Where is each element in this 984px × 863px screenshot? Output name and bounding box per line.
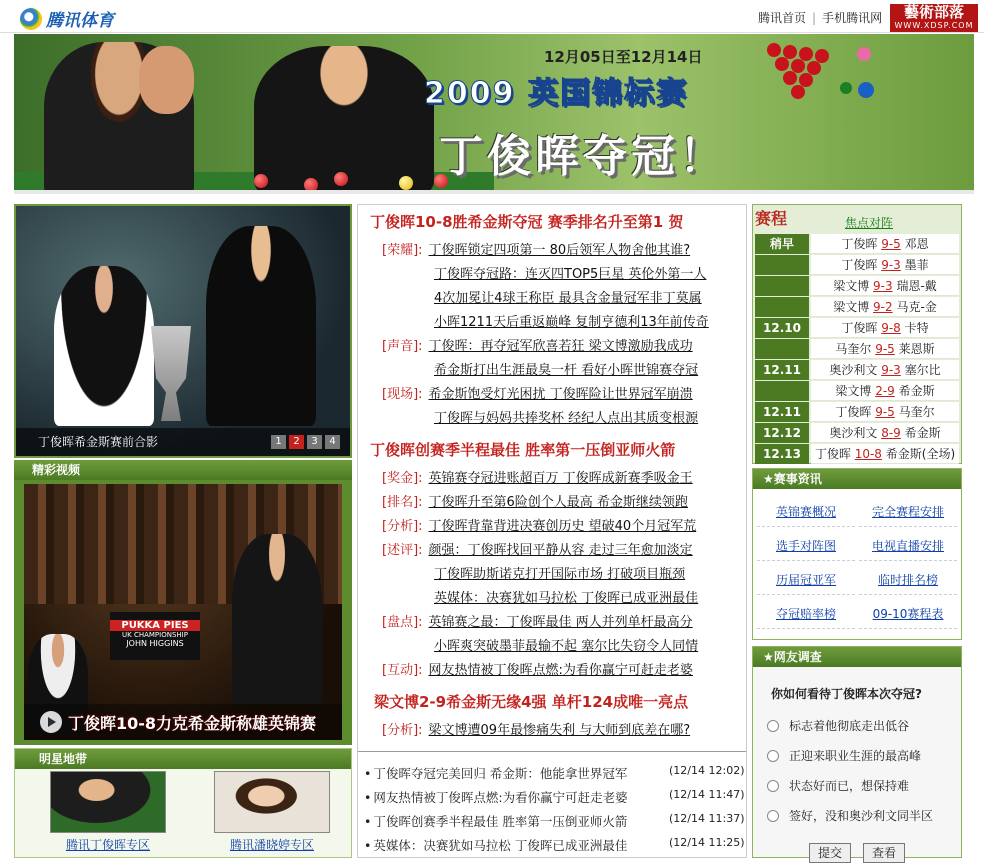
poll-option-label: 标志着他彻底走出低谷 bbox=[789, 719, 910, 733]
radio-icon[interactable] bbox=[767, 780, 779, 792]
player-2: 希金斯 bbox=[904, 426, 941, 440]
schedule-match[interactable] bbox=[811, 444, 959, 464]
latest-news-link[interactable]: 英媒体：决赛犹如马拉松 丁俊晖已成亚洲最佳 bbox=[373, 838, 628, 853]
championship-banner bbox=[14, 34, 974, 194]
video-panel bbox=[14, 460, 352, 745]
schedule-match[interactable] bbox=[811, 423, 959, 443]
latest-news-time: (12/14 11:37) bbox=[669, 812, 745, 825]
news-line bbox=[382, 387, 693, 403]
latest-news-time: (12/14 11:47) bbox=[669, 788, 745, 801]
top-links bbox=[758, 9, 882, 26]
player-2: 塞尔比 bbox=[904, 363, 941, 377]
logo-text: 腾讯体育 bbox=[46, 11, 114, 31]
news-line bbox=[382, 315, 709, 331]
news-line bbox=[382, 615, 693, 631]
poll-option[interactable] bbox=[767, 747, 921, 764]
match-score[interactable]: 9-8 bbox=[881, 321, 901, 335]
news-line bbox=[382, 723, 690, 739]
schedule-row bbox=[755, 444, 959, 464]
match-score[interactable]: 9-3 bbox=[873, 279, 893, 293]
news-line bbox=[382, 363, 698, 379]
player-2: 邓恩 bbox=[904, 237, 929, 251]
player-2: 马奎尔 bbox=[898, 405, 935, 419]
news-link[interactable]: 小晖爽突破墨菲最输不起 塞尔比失窃令人同情 bbox=[434, 639, 699, 654]
poll-option-label: 正迎来职业生涯的最高峰 bbox=[789, 749, 922, 763]
news-link[interactable]: 小晖1211天后重返巅峰 复制亨德利13年前传奇 bbox=[434, 315, 709, 330]
play-icon[interactable] bbox=[40, 711, 62, 733]
poll-question: 你如何看待丁俊晖本次夺冠? bbox=[771, 687, 922, 701]
schedule-date bbox=[755, 339, 809, 359]
schedule-match[interactable] bbox=[811, 339, 959, 359]
logo-icon bbox=[20, 8, 42, 30]
news-line bbox=[382, 567, 685, 583]
radio-icon[interactable] bbox=[767, 750, 779, 762]
schedule-header bbox=[753, 205, 961, 232]
schedule-match[interactable] bbox=[811, 381, 959, 401]
info-link-overview[interactable]: 英锦赛概况 bbox=[757, 497, 855, 527]
poll-submit-button[interactable]: 提交 bbox=[809, 843, 851, 863]
info-link-season-schedule[interactable]: 09-10赛程表 bbox=[859, 599, 957, 629]
banner-headline: 丁俊晖夺冠！ bbox=[439, 131, 727, 182]
match-score[interactable]: 10-8 bbox=[854, 447, 882, 461]
radio-icon[interactable] bbox=[767, 720, 779, 732]
player-face bbox=[139, 46, 194, 114]
schedule-date: 12.13 bbox=[755, 444, 809, 464]
news-link[interactable]: 网友热情被丁俊晖点燃:为看你赢宁可赶走老婆 bbox=[428, 663, 693, 678]
news-line bbox=[382, 519, 696, 535]
pager-button-3[interactable]: 3 bbox=[307, 435, 322, 449]
news-tag[interactable]: [分析]: bbox=[382, 723, 423, 738]
schedule-match[interactable] bbox=[811, 297, 959, 317]
schedule-date: 稍早 bbox=[755, 234, 809, 254]
news-tag[interactable]: [盘点]: bbox=[382, 615, 423, 630]
photo-slideshow[interactable] bbox=[14, 204, 352, 458]
news-tag[interactable]: [述评]: bbox=[382, 543, 423, 558]
news-tag[interactable]: [现场]: bbox=[382, 387, 423, 402]
schedule-row bbox=[755, 381, 959, 401]
news-tag[interactable]: [排名]: bbox=[382, 495, 423, 510]
pager-button-4[interactable]: 4 bbox=[325, 435, 340, 449]
star-zone-header: 明星地带 bbox=[15, 749, 351, 769]
news-link[interactable]: 丁俊晖锁定四项第一 80后领军人物舍他其谁? bbox=[428, 243, 691, 258]
star-photo-pan[interactable] bbox=[214, 771, 330, 833]
event-info-header: ★赛事资讯 bbox=[753, 469, 961, 489]
latest-news-item: • 英媒体：决赛犹如马拉松 丁俊晖已成亚洲最佳 (12/14 11:25) bbox=[364, 836, 745, 853]
news-link[interactable]: 丁俊晖助斯诺克打开国际市场 打破项目瓶颈 bbox=[434, 567, 686, 582]
schedule-date: 12.10 bbox=[755, 318, 809, 338]
player-1: 丁俊晖 bbox=[841, 258, 878, 272]
match-score[interactable]: 9-5 bbox=[875, 405, 895, 419]
schedule-title: 赛程 bbox=[755, 209, 788, 228]
schedule-date bbox=[755, 276, 809, 296]
news-tag[interactable]: [奖金]: bbox=[382, 471, 423, 486]
news-link[interactable]: 丁俊晖：再夺冠军欣喜若狂 梁文博激励我成功 bbox=[428, 339, 693, 354]
star-photo-ding[interactable] bbox=[50, 771, 166, 833]
mobile-tencent-link[interactable]: 手机腾讯网 bbox=[822, 11, 883, 25]
info-link-odds[interactable]: 夺冠赔率榜 bbox=[757, 599, 855, 629]
player-1: 丁俊晖 bbox=[835, 405, 872, 419]
sponsor-line-1: PUKKA PIES bbox=[110, 620, 200, 631]
news-line bbox=[382, 543, 693, 559]
player-2: 希金斯(全场) bbox=[885, 447, 956, 461]
match-score[interactable]: 8-9 bbox=[881, 426, 901, 440]
headline-2[interactable]: 丁俊晖创赛季半程最佳 胜率第一压倒亚师火箭 bbox=[370, 441, 676, 459]
latest-news-link[interactable]: 丁俊晖创赛季半程最佳 胜率第一压倒亚师火箭 bbox=[373, 814, 628, 829]
video-caption: 丁俊晖10-8力克希金斯称雄英锦赛 bbox=[68, 713, 317, 733]
schedule-date: 12.11 bbox=[755, 402, 809, 422]
info-link-tv-schedule[interactable]: 电视直播安排 bbox=[859, 531, 957, 561]
tencent-home-link[interactable]: 腾讯首页 bbox=[758, 11, 807, 25]
poll-option-label: 签好，没和奥沙利文同半区 bbox=[789, 809, 934, 823]
schedule-row bbox=[755, 339, 959, 359]
news-link[interactable]: 希金斯打出生涯最臭一杆 看好小晖世锦赛夺冠 bbox=[434, 363, 699, 378]
player-2: 莱恩斯 bbox=[898, 342, 935, 356]
schedule-match[interactable] bbox=[811, 255, 959, 275]
video-panel-header: 精彩视频 bbox=[14, 460, 352, 480]
player-2: 卡特 bbox=[904, 321, 929, 335]
schedule-row bbox=[755, 318, 959, 338]
schedule-date bbox=[755, 381, 809, 401]
ball-rack-icon bbox=[754, 40, 884, 110]
info-link-past-champions[interactable]: 历届冠亚军 bbox=[757, 565, 855, 595]
news-list bbox=[357, 204, 747, 858]
video-caption-bar bbox=[24, 704, 342, 740]
news-tag[interactable]: [分析]: bbox=[382, 519, 423, 534]
latest-news-item: • 丁俊晖夺冠完美回归 希金斯：他能拿世界冠军 (12/14 12:02) bbox=[364, 764, 745, 781]
news-link[interactable]: 英媒体：决赛犹如马拉松 丁俊晖已成亚洲最佳 bbox=[434, 591, 699, 606]
poll-option[interactable] bbox=[767, 717, 909, 734]
schedule-row bbox=[755, 234, 959, 254]
yellow-ball-icon bbox=[399, 176, 413, 190]
schedule-date bbox=[755, 255, 809, 275]
latest-news-link[interactable]: 丁俊晖夺冠完美回归 希金斯：他能拿世界冠军 bbox=[373, 766, 628, 781]
news-link[interactable]: 丁俊晖升至第6险创个人最高 希金斯继续领跑 bbox=[428, 495, 688, 510]
player-1: 丁俊晖 bbox=[841, 321, 878, 335]
poll-view-button[interactable]: 查看 bbox=[863, 843, 905, 863]
match-score[interactable]: 9-3 bbox=[881, 258, 901, 272]
schedule-row bbox=[755, 297, 959, 317]
player-1: 奥沙利文 bbox=[829, 426, 878, 440]
link-separator: | bbox=[812, 11, 817, 25]
news-line bbox=[382, 663, 693, 679]
match-score[interactable]: 9-3 bbox=[881, 363, 901, 377]
player-1: 丁俊晖 bbox=[841, 237, 878, 251]
video-figure-ding bbox=[232, 534, 322, 704]
poll-option[interactable] bbox=[767, 777, 909, 794]
player-2: 瑞恩-戴 bbox=[896, 279, 937, 293]
news-link[interactable]: 希金斯饱受灯光困扰 丁俊晖险让世界冠军崩溃 bbox=[428, 387, 693, 402]
player-1: 丁俊晖 bbox=[814, 447, 851, 461]
photo-pager bbox=[271, 435, 340, 449]
headline-3[interactable]: 梁文博2-9希金斯无缘4强 单杆124成唯一亮点 bbox=[374, 693, 689, 711]
radio-icon[interactable] bbox=[767, 810, 779, 822]
photo-figure-higgins bbox=[54, 266, 154, 426]
news-line bbox=[382, 495, 688, 511]
schedule-row bbox=[755, 423, 959, 443]
news-line bbox=[382, 339, 693, 355]
latest-news-link[interactable]: 网友热情被丁俊晖点燃:为看你赢宁可赶走老婆 bbox=[373, 790, 628, 805]
news-line bbox=[382, 291, 702, 307]
news-link[interactable]: 英锦赛之最：丁俊晖最佳 两人并列单杆最高分 bbox=[428, 615, 693, 630]
latest-news-item: • 丁俊晖创赛季半程最佳 胜率第一压倒亚师火箭 (12/14 11:37) bbox=[364, 812, 745, 829]
news-tag[interactable]: [声音]: bbox=[382, 339, 423, 354]
schedule-date bbox=[755, 297, 809, 317]
schedule-panel bbox=[752, 204, 962, 464]
schedule-match[interactable] bbox=[811, 234, 959, 254]
focus-matchups-link[interactable]: 焦点对阵 bbox=[845, 216, 894, 230]
match-score[interactable]: 9-5 bbox=[881, 237, 901, 251]
news-link[interactable]: 丁俊晖夺冠路：连灭四TOP5巨星 英伦外第一人 bbox=[434, 267, 707, 282]
news-line bbox=[382, 471, 693, 487]
schedule-match[interactable] bbox=[811, 360, 959, 380]
banner-date-range: 12月05日至12月14日 bbox=[544, 48, 703, 66]
news-link[interactable]: 4次加冕让4球王称臣 最具含金量冠军非丁莫属 bbox=[434, 291, 702, 306]
match-score[interactable]: 9-5 bbox=[875, 342, 895, 356]
player-1: 梁文博 bbox=[833, 279, 870, 293]
video-sponsor-board bbox=[110, 612, 200, 660]
latest-news-time: (12/14 11:25) bbox=[669, 836, 745, 849]
star-zone-panel bbox=[14, 748, 352, 858]
player-2: 墨菲 bbox=[904, 258, 929, 272]
latest-news-item: • 网友热情被丁俊晖点燃:为看你赢宁可赶走老婆 (12/14 11:47) bbox=[364, 788, 745, 805]
news-link[interactable]: 丁俊晖背靠背进决赛创历史 望破40个月冠军荒 bbox=[428, 519, 697, 534]
match-score[interactable]: 2-9 bbox=[875, 384, 895, 398]
star-link-pan[interactable]: 腾讯潘晓婷专区 bbox=[229, 838, 314, 852]
red-ball-icon bbox=[334, 172, 348, 186]
player-1: 奥沙利文 bbox=[829, 363, 878, 377]
pager-button-1[interactable]: 1 bbox=[271, 435, 286, 449]
poll-option[interactable] bbox=[767, 807, 933, 824]
schedule-row bbox=[755, 360, 959, 380]
schedule-match[interactable] bbox=[811, 276, 959, 296]
schedule-match[interactable] bbox=[811, 318, 959, 338]
schedule-date: 12.12 bbox=[755, 423, 809, 443]
star-item-ding bbox=[43, 771, 173, 853]
news-link[interactable]: 丁俊晖与妈妈共捧奖杯 经纪人点出其质变根源 bbox=[434, 411, 699, 426]
info-link-draw[interactable]: 选手对阵图 bbox=[757, 531, 855, 561]
headline-1[interactable]: 丁俊晖10-8胜希金斯夺冠 赛季排名升至第1 贺 bbox=[370, 213, 684, 231]
schedule-row bbox=[755, 255, 959, 275]
player-1: 梁文博 bbox=[835, 384, 872, 398]
news-divider bbox=[358, 751, 746, 752]
sponsor-line-2: UK CHAMPIONSHIP bbox=[122, 631, 188, 639]
news-link[interactable]: 梁文博遭09年最惨痛失利 与大师到底差在哪? bbox=[428, 723, 691, 738]
red-ball-icon bbox=[304, 178, 318, 192]
banner-title: 2009 英国锦标赛 bbox=[424, 76, 688, 111]
photo-figure-ding bbox=[206, 226, 316, 426]
video-player[interactable] bbox=[24, 484, 342, 740]
sponsor-line-3: JOHN HIGGINS bbox=[126, 639, 184, 648]
player-2: 马克-金 bbox=[896, 300, 937, 314]
watermark-url: WWW.XDSP.COM bbox=[894, 21, 974, 30]
player-1: 马奎尔 bbox=[835, 342, 872, 356]
schedule-row bbox=[755, 402, 959, 422]
info-link-provisional-ranking[interactable]: 临时排名榜 bbox=[859, 565, 957, 595]
watermark-stamp bbox=[890, 4, 978, 32]
watermark-title: 藝術部落 bbox=[903, 3, 964, 21]
news-tag[interactable]: [互动]: bbox=[382, 663, 423, 678]
red-ball-icon bbox=[254, 174, 268, 188]
schedule-match[interactable] bbox=[811, 402, 959, 422]
news-tag[interactable]: [荣耀]: bbox=[382, 243, 423, 258]
photo-caption: 丁俊晖希金斯赛前合影 bbox=[16, 428, 350, 456]
news-line bbox=[382, 267, 706, 283]
star-item-pan bbox=[207, 771, 337, 853]
match-score[interactable]: 9-2 bbox=[873, 300, 893, 314]
news-link[interactable]: 英锦赛夺冠进账超百万 丁俊晖成新赛季吸金王 bbox=[428, 471, 693, 486]
poll-option-label: 状态好而已，想保持难 bbox=[789, 779, 910, 793]
news-link[interactable]: 颜强：丁俊晖找回平静从容 走过三年愈加淡定 bbox=[428, 543, 693, 558]
news-line bbox=[382, 639, 698, 655]
poll-panel bbox=[752, 646, 962, 858]
player-2: 希金斯 bbox=[898, 384, 935, 398]
pager-button-2[interactable]: 2 bbox=[289, 435, 304, 449]
latest-news-time: (12/14 12:02) bbox=[669, 764, 745, 777]
schedule-row bbox=[755, 276, 959, 296]
player-1: 梁文博 bbox=[833, 300, 870, 314]
poll-header: ★网友调查 bbox=[753, 647, 961, 667]
info-link-full-schedule[interactable]: 完全赛程安排 bbox=[859, 497, 957, 527]
top-bar bbox=[0, 0, 984, 33]
news-line bbox=[382, 243, 690, 259]
news-line bbox=[382, 591, 698, 607]
news-line bbox=[382, 411, 698, 427]
star-link-ding[interactable]: 腾讯丁俊晖专区 bbox=[65, 838, 150, 852]
schedule-date: 12.11 bbox=[755, 360, 809, 380]
tencent-sports-logo[interactable] bbox=[20, 6, 114, 31]
event-info-panel bbox=[752, 468, 962, 640]
